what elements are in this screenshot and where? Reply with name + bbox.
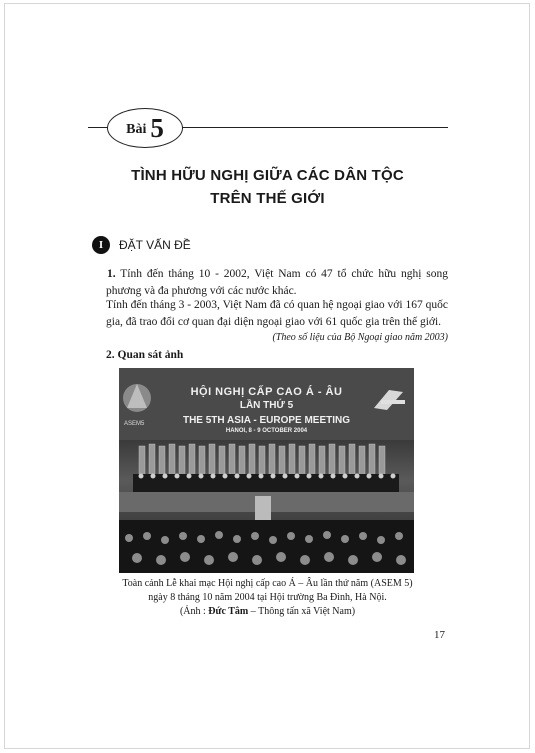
photo-scene [119, 368, 414, 573]
banner-line-2: LẦN THỨ 5 [239, 400, 294, 411]
observe-heading: 2. Quan sát ảnh [106, 349, 184, 361]
asem-photo [119, 368, 414, 573]
lesson-badge [107, 108, 183, 148]
lesson-number: 5 [150, 112, 164, 143]
banner-line-1: HỘI NGHỊ CẤP CAO Á - ÂU [190, 386, 343, 398]
caption-line-3 [0, 605, 535, 618]
caption-credit-prefix: (Ảnh : [179, 606, 209, 617]
page-number: 17 [434, 629, 445, 641]
paragraph-1-text: Tính đến tháng 10 - 2002, Việt Nam có 47 tổ chức hữu nghị song phương và đa phương với các nước khác. [106, 268, 448, 297]
caption-credit-author: Đức Tâm [208, 606, 249, 617]
banner-line-3: THE 5TH ASIA - EUROPE MEETING [182, 415, 351, 426]
paragraph-1 [106, 266, 448, 300]
lesson-title-line2: TRÊN THẾ GIỚI [210, 190, 325, 207]
lesson-word: Bài [126, 122, 147, 137]
section-marker: I [92, 236, 110, 254]
caption-credit-suffix: – Thông tấn xã Việt Nam) [248, 606, 356, 617]
caption-line-1: Toàn cảnh Lễ khai mạc Hội nghị cấp cao Á – Âu lần thứ năm (ASEM 5) [122, 578, 413, 589]
source-note: (Theo số liệu của Bộ Ngoại giao năm 2003) [272, 332, 448, 343]
asem-logo-label: ASEM5 [124, 421, 145, 427]
paragraph-1-number: 1. [107, 268, 116, 280]
paragraph-2: Tính đến tháng 3 - 2003, Việt Nam đã có quan hệ ngoại giao với 167 quốc gia, đã trao đổi cơ quan đại diện ngoại giao với 61 quốc gia trên thế giới. [106, 299, 448, 328]
banner-line-4: HANOI, 8 - 9 OCTOBER 2004 [225, 428, 308, 434]
lesson-title-line1: TÌNH HỮU NGHỊ GIỮA CÁC DÂN TỘC [131, 167, 404, 184]
caption-line-2: ngày 8 tháng 10 năm 2004 tại Hội trường Ba Đình, Hà Nội. [148, 592, 387, 603]
section-title: ĐẶT VẤN ĐỀ [119, 238, 191, 252]
